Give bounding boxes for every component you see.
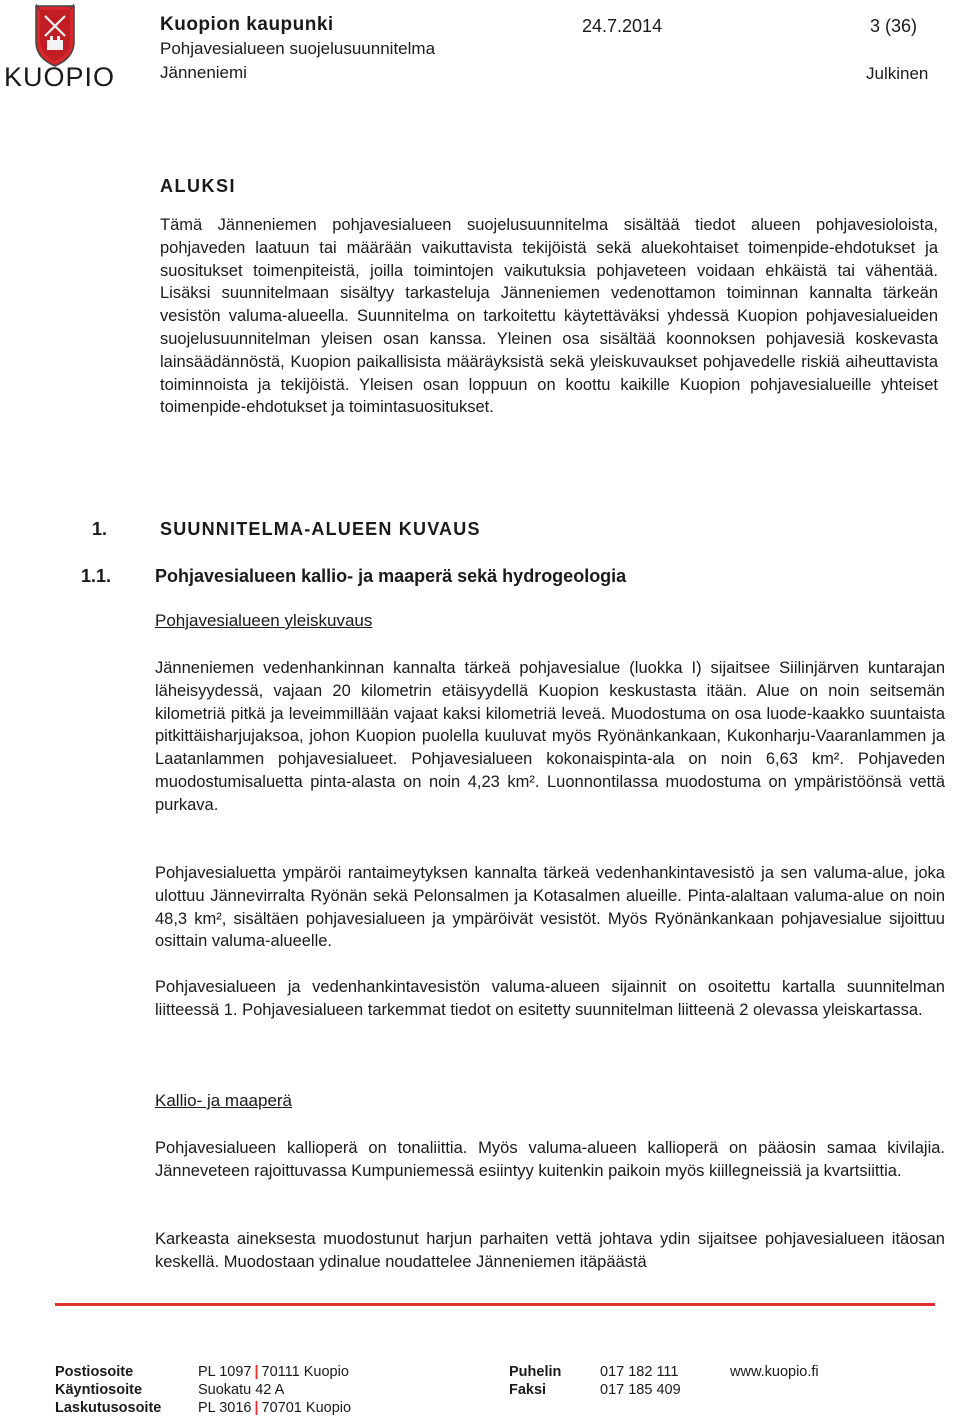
subheading-bedrock-soil: Kallio- ja maaperä: [155, 1091, 293, 1110]
postal-label: Postiosoite: [55, 1364, 134, 1380]
visit-label: Käyntiosoite: [55, 1382, 143, 1398]
paragraph-overview-3: Pohjavesialueen ja vedenhankintavesistön valuma-alueen sijainnit on osoitettu kartalla suunnitelman liitteessä 1. Pohjavesialueen tarkemmat tiedot on esitetty suunnitelman liitteenä 2 olevassa yleiskartassa.: [155, 978, 945, 1019]
billing-address: [198, 1399, 351, 1417]
billing-box: PL 3016: [198, 1400, 252, 1416]
postal-address: [198, 1363, 351, 1381]
paragraph-aquifer-core: Karkeasta aineksesta muodostunut harjun parhaiten vettä johtava ydin sijaitsee pohjavesialueen itäosan keskellä. Muodostaan ydinalue noudattelee Jänneniemen itäpäästä: [155, 1230, 945, 1271]
paragraph-overview-2: Pohjavesialuetta ympäröi rantaimeytyksen kannalta tärkeä vedenhankintavesistö ja sen valuma-alue, joka ulottuu Jännevirralta Ryönän sekä Pelonsalmen ja Kotasalmen alueille. Pinta-alaltaan valuma-alue on noin 48,3 km², sisältäen pohjavesialueen ja ympäröivät vesistöt. Myös Ryönänkankaan pohjavesialue sijoittuu osittain valuma-alueelle.: [155, 864, 945, 951]
postal-box: PL 1097: [198, 1364, 252, 1380]
website-link[interactable]: www.kuopio.fi: [730, 1364, 819, 1380]
section-1-number: 1.: [92, 519, 108, 539]
intro-paragraph: Tämä Jänneniemen pohjavesialueen suojelusuunnitelma sisältää tiedot alueen pohjavesioloista, pohjaveden laatuun tai määrään vaikuttavista tekijöistä sekä aluekohtaiset toimenpide-ehdotukset ja suositukset toimenpiteistä, joilla toimintojen vaikutuksia pohjaveteen voidaan ehkäistä tai vähentää. Lisäksi suunnitelmaan sisältyy tarkasteluja Jänneniemen vedenottamon toiminnan kannalta tärkeän vesistön valuma-alueella. Suunnitelma on tarkoitettu käytettäväksi yhdessä Kuopion pohjavesialueiden suojelusuunnitelman yleisen osan kanssa. Yleinen osa sisältää koonnoksen pohjavesiä koskevasta lainsäädännöstä, Kuopion paikallisista määräyksistä sekä yleiskuvaukset pohjavedelle riskiä aiheuttavista toiminnoista ja tekijöistä. Yleisen osan loppuun on koottu kaikille Kuopion pohjavesialueille yhteiset toimenpide-ehdotukset ja toimintasuositukset.: [160, 216, 938, 417]
area-name: Jänneniemi: [160, 63, 247, 82]
billing-code: 70701 Kuopio: [261, 1400, 352, 1416]
section-1-heading: SUUNNITELMA-ALUEEN KUVAUS: [160, 519, 481, 539]
paragraph-bedrock: Pohjavesialueen kallioperä on tonaliittia. Myös valuma-alueen kallioperä on pääosin samaa kivilajia. Jänneveteen rajoittuvassa Kumpuniemessä esiintyy kuitenkin paikoin myös kiillegneissiä ja kvartsiittia.: [155, 1139, 945, 1180]
logo-wordmark: KUOPIO: [4, 62, 116, 92]
phone-number: 017 182 111: [600, 1364, 679, 1380]
footer-labels: [55, 1363, 161, 1417]
footer-contact-values: [600, 1363, 681, 1399]
postal-code: 70111 Kuopio: [261, 1364, 349, 1380]
separator: |: [254, 1400, 259, 1416]
section-1-1-heading: Pohjavesialueen kallio- ja maaperä sekä hydrogeologia: [155, 566, 627, 586]
billing-label: Laskutusosoite: [55, 1400, 162, 1416]
visit-address: Suokatu 42 A: [198, 1382, 285, 1398]
phone-label: Puhelin: [509, 1364, 562, 1380]
section-1-1-number: 1.1.: [81, 566, 112, 586]
document-date: 24.7.2014: [582, 16, 663, 36]
footer-contact-labels: [509, 1363, 561, 1399]
page-number: 3 (36): [870, 16, 918, 36]
classification-label: Julkinen: [866, 64, 929, 83]
fax-label: Faksi: [509, 1382, 547, 1398]
paragraph-overview-1: Jänneniemen vedenhankinnan kannalta tärkeä pohjavesialue (luokka I) sijaitsee Siilinjärven kuntarajan läheisyydessä, vajaan 20 kilometrin etäisyydellä Kuopion keskustasta itään. Alue on noin seitsemän kilometriä pitkä ja leveimmillään vajaat kaksi kilometriä leveä. Muodostuma on osa luode-kaakko suuntaista pitkittäisharjujaksoa, johon Kuopion puolella kuuluvat myös Ryönänkankaan, Kukonharju-Vaaranlammen ja Laatanlammen pohjavesialueet. Pohjavesialueen kokonaispinta-ala on noin 6,63 km². Pohjaveden muodostumisaluetta pinta-alasta on noin 4,23 km². Luonnontilassa muodostuma on ympäristöönsä vettä purkava.: [155, 659, 945, 814]
footer-addresses: [198, 1363, 351, 1417]
organization-name: Kuopion kaupunki: [160, 14, 334, 35]
fax-number: 017 185 409: [600, 1382, 681, 1398]
intro-heading: ALUKSI: [160, 176, 236, 196]
separator: |: [254, 1364, 259, 1380]
footer-divider: [55, 1303, 935, 1306]
document-title: Pohjavesialueen suojelusuunnitelma: [160, 39, 436, 58]
subheading-overview: Pohjavesialueen yleiskuvaus: [155, 611, 373, 630]
kuopio-logo: [4, 2, 116, 98]
